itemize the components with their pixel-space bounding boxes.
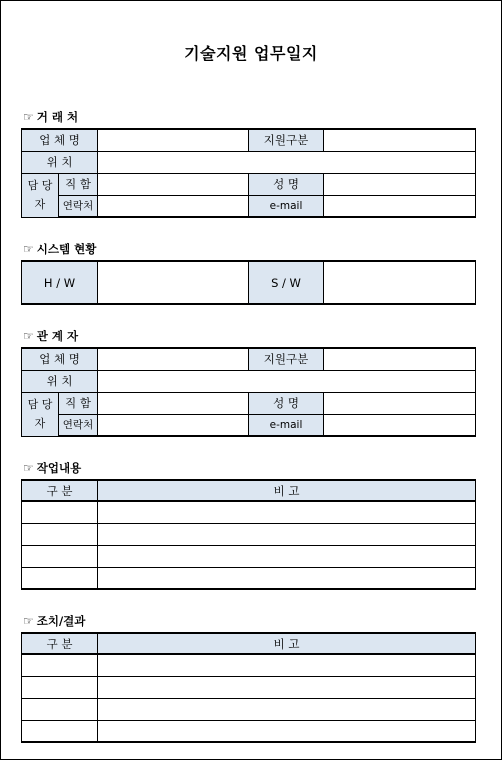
location-label: 위 치 — [22, 151, 98, 173]
phone-field[interactable] — [98, 195, 249, 217]
category-header: 구 분 — [22, 633, 98, 654]
related-table — [21, 347, 476, 437]
contact-person-label: 담 당 자 — [22, 173, 59, 217]
category-cell[interactable] — [22, 567, 98, 589]
section-heading-action — [23, 613, 85, 629]
name-field[interactable] — [324, 392, 476, 414]
category-cell[interactable] — [22, 720, 98, 742]
position-field[interactable] — [98, 173, 249, 195]
sw-field[interactable] — [324, 261, 476, 304]
remarks-cell[interactable] — [98, 501, 476, 523]
company-field[interactable] — [98, 348, 249, 370]
pointing-hand-icon: ☞ — [23, 242, 34, 256]
position-label: 직 함 — [59, 392, 98, 414]
section-heading-system — [23, 241, 96, 257]
section-heading-text: 작업내용 — [36, 461, 82, 475]
section-heading-text: 조치/결과 — [36, 614, 86, 628]
location-label: 위 치 — [22, 370, 98, 392]
contact-person-label: 담 당 자 — [22, 392, 59, 436]
phone-label: 연락처 — [59, 414, 98, 436]
email-field[interactable] — [324, 195, 476, 217]
support-type-field[interactable] — [324, 129, 476, 151]
position-label: 직 함 — [59, 173, 98, 195]
section-heading-text: 거 래 처 — [36, 110, 79, 124]
support-type-field[interactable] — [324, 348, 476, 370]
category-header: 구 분 — [22, 480, 98, 501]
pointing-hand-icon: ☞ — [23, 329, 34, 343]
section-heading-related — [23, 328, 78, 344]
page-title: 기술지원 업무일지 — [184, 44, 318, 63]
pointing-hand-icon: ☞ — [23, 614, 34, 628]
location-field[interactable] — [98, 370, 476, 392]
section-heading-text: 관 계 자 — [36, 329, 79, 343]
name-label: 성 명 — [249, 392, 324, 414]
email-field[interactable] — [324, 414, 476, 436]
name-field[interactable] — [324, 173, 476, 195]
client-table — [21, 128, 476, 218]
category-cell[interactable] — [22, 698, 98, 720]
category-cell[interactable] — [22, 501, 98, 523]
remarks-header: 비 고 — [98, 480, 476, 501]
location-field[interactable] — [98, 151, 476, 173]
support-type-label: 지원구분 — [249, 129, 324, 151]
name-label: 성 명 — [249, 173, 324, 195]
support-type-label: 지원구분 — [249, 348, 324, 370]
company-field[interactable] — [98, 129, 249, 151]
remarks-cell[interactable] — [98, 720, 476, 742]
work-table — [21, 479, 476, 590]
hw-field[interactable] — [98, 261, 249, 304]
phone-field[interactable] — [98, 414, 249, 436]
remarks-cell[interactable] — [98, 545, 476, 567]
position-field[interactable] — [98, 392, 249, 414]
email-label: e-mail — [249, 414, 324, 436]
remarks-cell[interactable] — [98, 654, 476, 676]
remarks-cell[interactable] — [98, 567, 476, 589]
company-label: 업 체 명 — [22, 348, 98, 370]
remarks-cell[interactable] — [98, 698, 476, 720]
category-cell[interactable] — [22, 676, 98, 698]
sw-label: S / W — [249, 261, 324, 304]
remarks-cell[interactable] — [98, 523, 476, 545]
system-table — [21, 260, 476, 305]
remarks-header: 비 고 — [98, 633, 476, 654]
section-heading-work — [23, 460, 81, 476]
company-label: 업 체 명 — [22, 129, 98, 151]
action-table — [21, 632, 476, 743]
pointing-hand-icon: ☞ — [23, 461, 34, 475]
category-cell[interactable] — [22, 654, 98, 676]
section-heading-text: 시스템 현황 — [36, 242, 97, 256]
remarks-cell[interactable] — [98, 676, 476, 698]
phone-label: 연락처 — [59, 195, 98, 217]
category-cell[interactable] — [22, 523, 98, 545]
category-cell[interactable] — [22, 545, 98, 567]
email-label: e-mail — [249, 195, 324, 217]
pointing-hand-icon: ☞ — [23, 110, 34, 124]
hw-label: H / W — [22, 261, 98, 304]
section-heading-client — [23, 109, 78, 125]
